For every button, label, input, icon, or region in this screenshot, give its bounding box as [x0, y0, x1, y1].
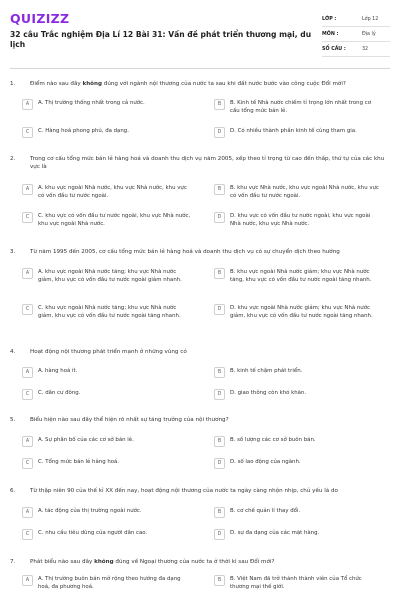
- option-text: A. Thị trường buôn bán mở rộng theo hướng đa dạng hoá, đa phương hoá.: [38, 576, 181, 590]
- question-1: [10, 80, 390, 88]
- option-text: B. cơ chế quản lí thay đổi.: [230, 508, 301, 514]
- option-letter-box: D: [214, 212, 225, 223]
- option-c[interactable]: [22, 458, 192, 469]
- option-text: D. Có nhiều thành phần kinh tế cùng tham gia.: [230, 128, 357, 134]
- meta-value: Lớp 12: [362, 16, 379, 22]
- option-letter-box: A: [22, 184, 33, 195]
- option-letter-box: B: [214, 575, 225, 586]
- question-6: [10, 487, 390, 495]
- option-text: C. khu vực có vốn đầu tư nước ngoài, khu vực Nhà nước, khu vực ngoài Nhà nước.: [38, 213, 191, 227]
- option-b[interactable]: [214, 367, 380, 378]
- option-b[interactable]: [214, 507, 380, 518]
- question-number: 4.: [10, 349, 16, 355]
- option-c[interactable]: [22, 304, 192, 320]
- option-a[interactable]: [22, 436, 192, 447]
- option-text: D. sự đa dạng của các mặt hàng.: [230, 530, 320, 536]
- quizizz-logo: QUIZIZZ: [10, 11, 70, 26]
- question-text: Hoạt động nội thương phát triển mạnh ở những vùng có: [30, 349, 187, 355]
- option-text: B. khu vực ngoài Nhà nước giảm; khu vực Nhà nước tăng, khu vực có vốn đầu tư nước ngoài tăng nhanh.: [230, 269, 372, 283]
- option-letter-box: A: [22, 507, 33, 518]
- option-a[interactable]: [22, 184, 192, 200]
- option-letter-box: B: [214, 184, 225, 195]
- option-d[interactable]: [214, 304, 380, 320]
- question-number: 7.: [10, 559, 16, 565]
- question-number: 5.: [10, 417, 16, 423]
- option-text: C. nhu cầu tiêu dùng của người dân cao.: [38, 530, 148, 536]
- option-d[interactable]: [214, 127, 380, 138]
- option-c[interactable]: [22, 389, 192, 400]
- option-letter-box: C: [22, 127, 33, 138]
- question-number: 6.: [10, 488, 16, 494]
- meta-value: Địa lý: [362, 31, 376, 37]
- option-letter-box: B: [214, 507, 225, 518]
- question-5: [10, 416, 390, 424]
- option-a[interactable]: [22, 575, 192, 591]
- option-letter-box: C: [22, 389, 33, 400]
- option-letter-box: D: [214, 304, 225, 315]
- option-text: C. khu vực ngoài Nhà nước tăng; khu vực Nhà nước giảm, khu vực có vốn đầu tư nước ngoài tăng nhanh.: [38, 305, 181, 319]
- question-number: 3.: [10, 249, 16, 255]
- option-b[interactable]: [214, 184, 380, 200]
- option-text: A. Sự phân bố của các cơ sở bán lẻ.: [38, 437, 134, 443]
- option-letter-box: A: [22, 99, 33, 110]
- option-a[interactable]: [22, 367, 192, 378]
- option-b[interactable]: [214, 268, 380, 284]
- option-d[interactable]: [214, 529, 380, 540]
- meta-label: MÔN :: [322, 31, 339, 37]
- option-text: D. số lao động của ngành.: [230, 459, 301, 465]
- option-letter-box: D: [214, 127, 225, 138]
- option-text: B. kinh tế chậm phát triển.: [230, 368, 303, 374]
- option-c[interactable]: [22, 127, 192, 138]
- question-4: [10, 348, 390, 356]
- meta-label: SỐ CÂU :: [322, 46, 346, 52]
- question-text: Từ thập niên 90 của thế kỉ XX đến nay, hoạt động nội thương của nước ta ngày càng nhộn nhịp, chủ yếu là do: [30, 488, 338, 494]
- option-b[interactable]: [214, 436, 380, 447]
- option-text: A. khu vực ngoài Nhà nước tăng; khu vực Nhà nước giảm, khu vực có vốn đầu tư nước ngoài giảm nhanh.: [38, 269, 182, 283]
- option-letter-box: B: [214, 436, 225, 447]
- meta-label: LỚP :: [322, 16, 337, 22]
- question-text: Từ năm 1995 đến 2005, cơ cấu tổng mức bán lẻ hàng hoá và doanh thu dịch vụ có sự chuyển dịch theo hướng: [30, 249, 340, 255]
- question-text: Điểm nào sau đây không đúng với ngành nội thương của nước ta sau khi đất nước bước vào công cuộc Đổi mới?: [30, 81, 346, 87]
- option-letter-box: A: [22, 575, 33, 586]
- meta-value: 32: [362, 46, 369, 52]
- option-letter-box: D: [214, 389, 225, 400]
- option-d[interactable]: [214, 389, 380, 400]
- document-meta: [322, 12, 390, 57]
- option-letter-box: B: [214, 99, 225, 110]
- question-number: 2.: [10, 156, 16, 162]
- meta-row-subject: [322, 27, 390, 42]
- option-text: A. tác động của thị trường ngoài nước.: [38, 508, 142, 514]
- option-b[interactable]: [214, 575, 380, 591]
- option-letter-box: D: [214, 458, 225, 469]
- option-a[interactable]: [22, 268, 192, 284]
- option-text: D. khu vực ngoài Nhà nước giảm; khu vực Nhà nước giảm, khu vực có vốn đầu tư nước ngoài tăng nhanh.: [230, 305, 373, 319]
- option-text: B. Kinh tế Nhà nước chiếm tỉ trọng lớn nhất trong cơ cấu tổng mức bán lẻ.: [230, 100, 371, 114]
- option-text: B. khu vực Nhà nước, khu vực ngoài Nhà nước, khu vực có vốn đầu tư nước ngoài.: [230, 185, 379, 199]
- question-text: Biểu hiện nào sau đây thể hiện rõ nhất sự tăng trưởng của nội thương?: [30, 417, 229, 423]
- option-letter-box: B: [214, 268, 225, 279]
- header-divider: [10, 68, 390, 69]
- option-text: A. hàng hoá ít.: [38, 368, 78, 374]
- question-2: [10, 155, 390, 171]
- option-d[interactable]: [214, 212, 380, 228]
- option-letter-box: B: [214, 367, 225, 378]
- option-text: C. Tổng mức bán lẻ hàng hoá.: [38, 459, 120, 465]
- question-number: 1.: [10, 81, 16, 87]
- option-letter-box: A: [22, 367, 33, 378]
- option-text: B. số lượng các cơ sở buôn bán.: [230, 437, 316, 443]
- option-d[interactable]: [214, 458, 380, 469]
- option-letter-box: A: [22, 436, 33, 447]
- option-c[interactable]: [22, 529, 192, 540]
- option-letter-box: A: [22, 268, 33, 279]
- option-letter-box: C: [22, 304, 33, 315]
- option-letter-box: D: [214, 529, 225, 540]
- option-b[interactable]: [214, 99, 380, 115]
- option-letter-box: C: [22, 529, 33, 540]
- option-letter-box: C: [22, 458, 33, 469]
- option-text: D. khu vực có vốn đầu tư nước ngoài, khu vực ngoài Nhà nước, khu vực Nhà nước.: [230, 213, 371, 227]
- option-text: C. Hàng hoá phong phú, đa dạng.: [38, 128, 129, 134]
- option-c[interactable]: [22, 212, 192, 228]
- option-text: C. dân cư đông.: [38, 390, 81, 396]
- option-a[interactable]: [22, 99, 192, 110]
- option-text: B. Việt Nam đã trở thành thành viên của Tổ chức thương mại thế giới.: [230, 576, 362, 590]
- option-text: A. Thị trường thống nhất trong cả nước.: [38, 100, 145, 106]
- question-text: Trong cơ cấu tổng mức bán lẻ hàng hoá và doanh thu dịch vụ năm 2005, xếp theo tỉ trọng từ cao đến thấp, thứ tự của các khu vực là: [30, 156, 385, 170]
- document-title: 32 câu Trắc nghiệm Địa Lí 12 Bài 31: Vấn đề phát triển thương mại, du lịch: [10, 30, 312, 49]
- meta-row-question-count: [322, 42, 390, 57]
- question-7: [10, 558, 390, 566]
- option-text: D. giao thông còn khó khăn.: [230, 390, 307, 396]
- document-header: [0, 0, 400, 62]
- option-letter-box: C: [22, 212, 33, 223]
- meta-row-grade: [322, 12, 390, 27]
- option-text: A. khu vực ngoài Nhà nước, khu vực Nhà nước, khu vực có vốn đầu tư nước ngoài.: [38, 185, 187, 199]
- question-text: Phát biểu nào sau đây không đúng về Ngoại thương của nước ta ở thời kì sau Đổi mới?: [30, 559, 275, 565]
- option-a[interactable]: [22, 507, 192, 518]
- question-3: [10, 248, 390, 256]
